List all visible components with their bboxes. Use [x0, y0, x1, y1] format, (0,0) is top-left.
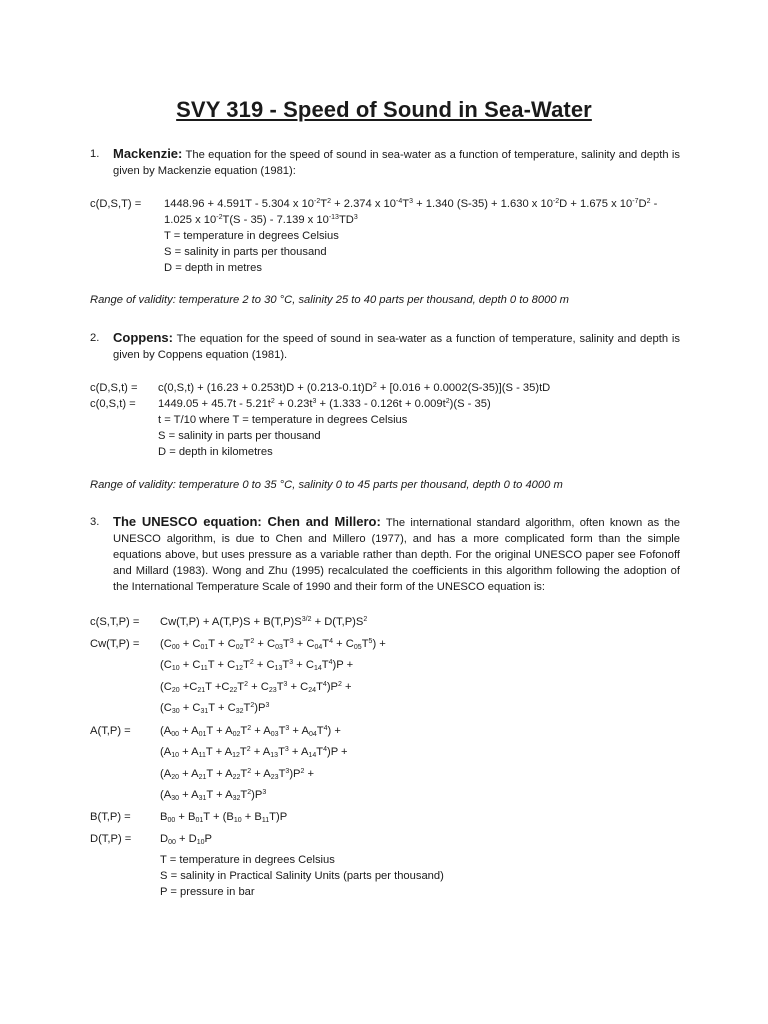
equation-rhs: $Cw(T,P) + A(T,P)S + B(T,P)S^{3/2} + D(T,P)S^2$: [160, 616, 368, 628]
section-number: 1.: [90, 148, 100, 160]
equation-rhs: $B_{00} + B_{01}T + (B_{10} + B_{11}T)P$: [160, 811, 288, 824]
coppens-equation-line-1: [90, 380, 690, 396]
equation-lhs: c(S,T,P) =: [90, 616, 140, 628]
equation-rhs: 1448.96 + 4.591T - 5.304 x $10^{-2}T^2 + 2.374$ x $10^{-4}T^3 + 1.340$ (S-35) + 1.630 x $10^{-2}D + 1.675$ x $10^{-7}D^2$ -: [164, 198, 658, 210]
definition-line: t = T/10 where T = temperature in degrees Celsius: [158, 414, 408, 426]
equation-lhs: c(D,S,t) =: [90, 382, 138, 394]
unesco-equation-a-2: [90, 744, 690, 760]
section-number: 3.: [90, 516, 100, 528]
coppens-equation-line-2: [90, 396, 690, 412]
section-lead: The UNESCO equation: Chen and Millero:: [113, 514, 381, 529]
section-intro: [113, 514, 680, 595]
section-text: The equation for the speed of sound in sea-water as a function of temperature, salinity and depth is given by Mackenzie equation (1981):: [113, 149, 680, 177]
unesco-equation-a-4: [90, 787, 690, 803]
validity-note: Range of validity: temperature 2 to 30 °C, salinity 25 to 40 parts per thousand, depth 0 to 8000 m: [90, 294, 569, 306]
section-number: 2.: [90, 332, 100, 344]
unesco-equation-cw-4: [90, 700, 690, 716]
equation-rhs: $(C_{10} + C_{11}T + C_{12}T^2 + C_{13}T^3 + C_{14}T^4)P$ +: [160, 659, 354, 672]
section-intro: [113, 330, 680, 363]
equation-lhs: B(T,P) =: [90, 811, 131, 823]
section-text: The equation for the speed of sound in sea-water as a function of temperature, salinity and depth is given by Coppens equation (1981).: [113, 333, 680, 361]
unesco-equation-d: [90, 831, 690, 847]
unesco-equation-b: [90, 809, 690, 825]
definition-line: P = pressure in bar: [160, 886, 255, 898]
definition-line: S = salinity in Practical Salinity Units (parts per thousand): [160, 870, 444, 882]
unesco-equation-a-3: [90, 766, 690, 782]
section-lead: Mackenzie:: [113, 146, 183, 161]
mackenzie-equation-line-2: [90, 212, 690, 228]
equation-rhs: 1.025 x $10^{-2}T(S - 35) - 7.139$ x $10^{-13}TD^3$: [164, 214, 358, 226]
section-intro: [113, 146, 680, 179]
equation-lhs: Cw(T,P) =: [90, 638, 140, 650]
equation-lhs: c(0,S,t) =: [90, 398, 136, 410]
definition-line: D = depth in kilometres: [158, 446, 273, 458]
equation-lhs: c(D,S,T) =: [90, 198, 142, 210]
equation-rhs: $(C_{20} +C_{21}T +C_{22}T^2 + C_{23}T^3 + C_{24}T^4)P^2$ +: [160, 681, 352, 694]
section-text: The international standard algorithm, often known as the UNESCO algorithm, is due to Chen and Millero (1977), and has a more complicated form than the simple equations above, but uses pressure as a variable rather than depth. For the original UNESCO paper see Fofonoff and Millard (1983). Wong and Zhu (1995) recalculated the coefficients in this algorithm following the adoption of the International Temperature Scale of 1990 and their form of the UNESCO equation is:: [113, 517, 681, 593]
equation-rhs: $(C_{30} + C_{31}T + C_{32}T^2)P^3$: [160, 702, 270, 715]
equation-rhs: $D_{00} + D_{10}P$: [160, 833, 212, 846]
section-lead: Coppens:: [113, 330, 173, 345]
definition-line: T = temperature in degrees Celsius: [160, 854, 335, 866]
equation-rhs: $c(0,S,t) + (16.23 + 0.253t)D + (0.213-0.1t)D^2 + [0.016 + 0.0002(S-35)](S - 35)tD$: [158, 382, 551, 394]
equation-rhs: $(A_{20} + A_{21}T + A_{22}T^2 + A_{23}T^3)P^2$ +: [160, 768, 315, 781]
unesco-equation-cw-1: [90, 636, 690, 652]
validity-note: Range of validity: temperature 0 to 35 °C, salinity 0 to 45 parts per thousand, depth 0 to 4000 m: [90, 479, 563, 491]
unesco-equation-cw-2: [90, 657, 690, 673]
definition-line: D = depth in metres: [164, 262, 262, 274]
definition-line: S = salinity in parts per thousand: [164, 246, 327, 258]
page-title: SVY 319 - Speed of Sound in Sea-Water: [176, 97, 592, 122]
definition-line: T = temperature in degrees Celsius: [164, 230, 339, 242]
unesco-equation-a-1: [90, 723, 690, 739]
mackenzie-equation-line-1: [90, 196, 690, 212]
equation-rhs: $1449.05 + 45.7t - 5.21t^2 + 0.23t^3 + (1.333 - 0.126t + 0.009t^2)(S - 35)$: [158, 398, 491, 410]
unesco-equation-cw-3: [90, 679, 690, 695]
equation-rhs: $(A_{00} + A_{01}T + A_{02}T^2 + A_{03}T^3 + A_{04}T^4)$ +: [160, 725, 341, 738]
unesco-equation-c: [90, 614, 690, 630]
equation-rhs: $(A_{30} + A_{31}T + A_{32}T^2)P^3$: [160, 789, 267, 802]
equation-lhs: A(T,P) =: [90, 725, 131, 737]
equation-rhs: $(C_{00} + C_{01}T + C_{02}T^2 + C_{03}T^3 + C_{04}T^4 + C_{05}T^5)$ +: [160, 638, 386, 651]
equation-rhs: $(A_{10} + A_{11}T + A_{12}T^2 + A_{13}T^3 + A_{14}T^4)P$ +: [160, 746, 348, 759]
equation-lhs: D(T,P) =: [90, 833, 132, 845]
definition-line: S = salinity in parts per thousand: [158, 430, 321, 442]
